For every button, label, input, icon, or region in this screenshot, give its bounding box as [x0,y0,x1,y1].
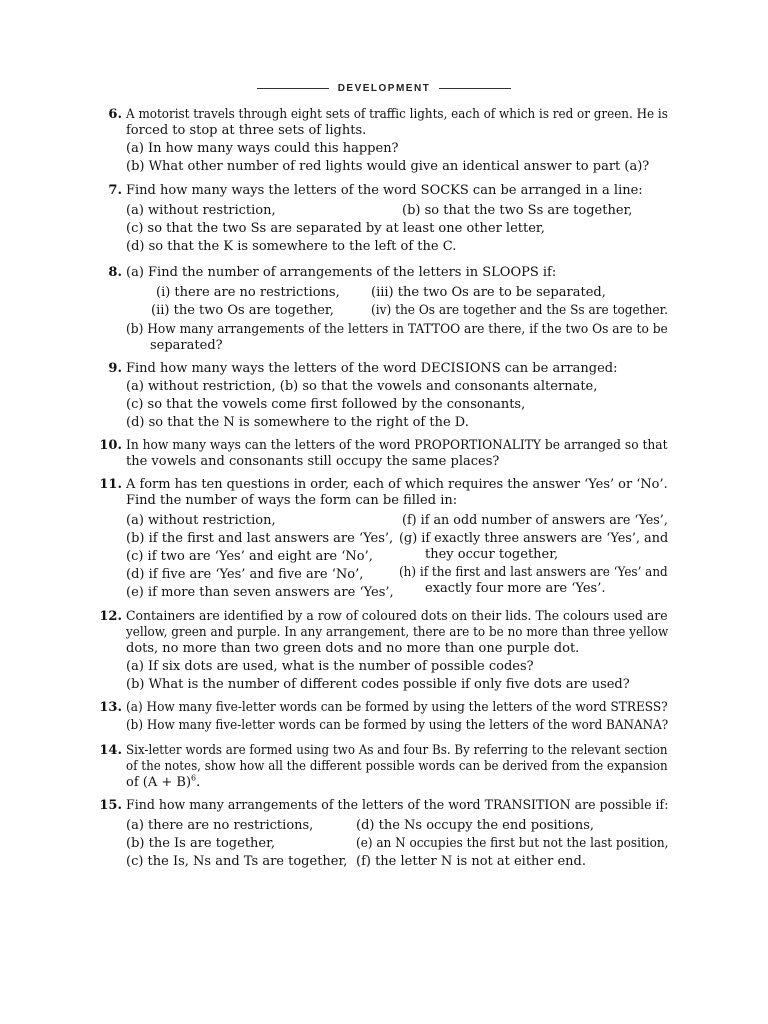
question-11-part-d: (d) if five are ‘Yes’ and five are ‘No’, [126,567,364,582]
question-10-stem: In how many ways can the letters of the word PROPORTIONALITY be arranged so that [126,438,668,453]
question-14-stem: Six-letter words are formed using two As and four Bs. By referring to the relevant section [126,743,668,758]
question-11-part-f: (f) if an odd number of answers are ‘Yes’, [402,513,668,528]
question-11-part-h: (h) if the first and last answers are ‘Yes’ and [399,565,668,580]
question-12-part-a: (a) If six dots are used, what is the number of possible codes? [126,659,534,674]
question-6-stem: A motorist travels through eight sets of traffic lights, each of which is red or green. He is [126,107,668,122]
question-13-number: 13. [99,700,122,715]
question-14-stem-cont-2 [126,775,200,791]
question-8-part-ii: (ii) the two Os are together, [151,303,334,318]
question-12-stem: Containers are identified by a row of coloured dots on their lids. The colours used are [126,609,668,624]
question-8-part-i: (i) there are no restrictions, [156,285,340,300]
question-12-stem-cont-2: dots, no more than two green dots and no more than one purple dot. [126,641,580,656]
question-15-part-a: (a) there are no restrictions, [126,818,314,833]
question-11-stem-cont: Find the number of ways the form can be filled in: [126,493,458,508]
question-8-part-iii: (iii) the two Os are to be separated, [371,285,606,300]
question-10-stem-cont: the vowels and consonants still occupy the same places? [126,454,500,469]
question-10-number: 10. [99,438,122,453]
question-7-stem: Find how many ways the letters of the word SOCKS can be arranged in a line: [126,183,643,198]
question-8-number: 8. [108,265,122,280]
question-15-part-c: (c) the Is, Ns and Ts are together, [126,854,348,869]
question-8-part-iv: (iv) the Os are together and the Ss are together. [371,303,668,318]
expansion-period: . [196,775,201,790]
exponent: 6 [191,773,197,783]
question-15-stem: Find how many arrangements of the letters of the word TRANSITION are possible if: [126,798,669,813]
question-11-part-a: (a) without restriction, [126,513,276,528]
header-title: DEVELOPMENT [337,83,431,94]
question-15-part-e: (e) an N occupies the first but not the last position, [356,836,669,851]
expansion-text: of (A + B) [126,775,192,790]
question-11-part-b: (b) if the first and last answers are ‘Yes’, [126,531,394,546]
question-7-part-b: (b) so that the two Ss are together, [402,203,633,218]
question-8-stem: (a) Find the number of arrangements of the letters in SLOOPS if: [126,265,557,280]
question-12-stem-cont-1: yellow, green and purple. In any arrangement, there are to be no more than three yellow [126,625,669,640]
question-11-stem: A form has ten questions in order, each of which requires the answer ‘Yes’ or ‘No’. [126,477,668,492]
question-6-part-b: (b) What other number of red lights would give an identical answer to part (a)? [126,159,650,174]
question-9-part-d: (d) so that the N is somewhere to the right of the D. [126,415,469,430]
header-rule-left [257,88,329,89]
question-11-part-g-cont: they occur together, [425,547,559,562]
question-11-part-h-cont: exactly four more are ‘Yes’. [425,581,606,596]
question-6-stem-cont: forced to stop at three sets of lights. [126,123,367,138]
question-7-part-a: (a) without restriction, [126,203,276,218]
question-9-part-c: (c) so that the vowels come first followed by the consonants, [126,397,526,412]
question-7-number: 7. [108,183,122,198]
question-8-part-b-cont: separated? [150,338,223,353]
question-11-number: 11. [99,477,122,492]
question-9-number: 9. [108,361,122,376]
question-7-part-d: (d) so that the K is somewhere to the left of the C. [126,239,457,254]
question-9-parts-ab: (a) without restriction, (b) so that the vowels and consonants alternate, [126,379,598,394]
question-11-part-g: (g) if exactly three answers are ‘Yes’, and [399,531,669,546]
question-13-part-a: (a) How many five-letter words can be formed by using the letters of the word STRESS? [126,700,668,715]
question-9-stem: Find how many ways the letters of the word DECISIONS can be arranged: [126,361,618,376]
question-11-part-c: (c) if two are ‘Yes’ and eight are ‘No’, [126,549,373,564]
question-11-part-e: (e) if more than seven answers are ‘Yes’, [126,585,394,600]
question-12-part-b: (b) What is the number of different codes possible if only five dots are used? [126,677,630,692]
question-15-part-f: (f) the letter N is not at either end. [356,854,586,869]
question-15-part-b: (b) the Is are together, [126,836,276,851]
question-7-part-c: (c) so that the two Ss are separated by at least one other letter, [126,221,545,236]
question-15-number: 15. [99,798,122,813]
question-13-part-b: (b) How many five-letter words can be formed by using the letters of the word BANANA? [126,718,669,733]
question-14-stem-cont-1: of the notes, show how all the different possible words can be derived from the expansion [126,759,668,774]
question-14-number: 14. [99,743,122,758]
question-15-part-d: (d) the Ns occupy the end positions, [356,818,595,833]
section-header [0,83,768,94]
header-rule-right [439,88,511,89]
question-12-number: 12. [99,609,122,624]
question-6-part-a: (a) In how many ways could this happen? [126,141,399,156]
question-6-number: 6. [108,107,122,122]
question-8-part-b: (b) How many arrangements of the letters in TATTOO are there, if the two Os are to be [126,322,668,337]
